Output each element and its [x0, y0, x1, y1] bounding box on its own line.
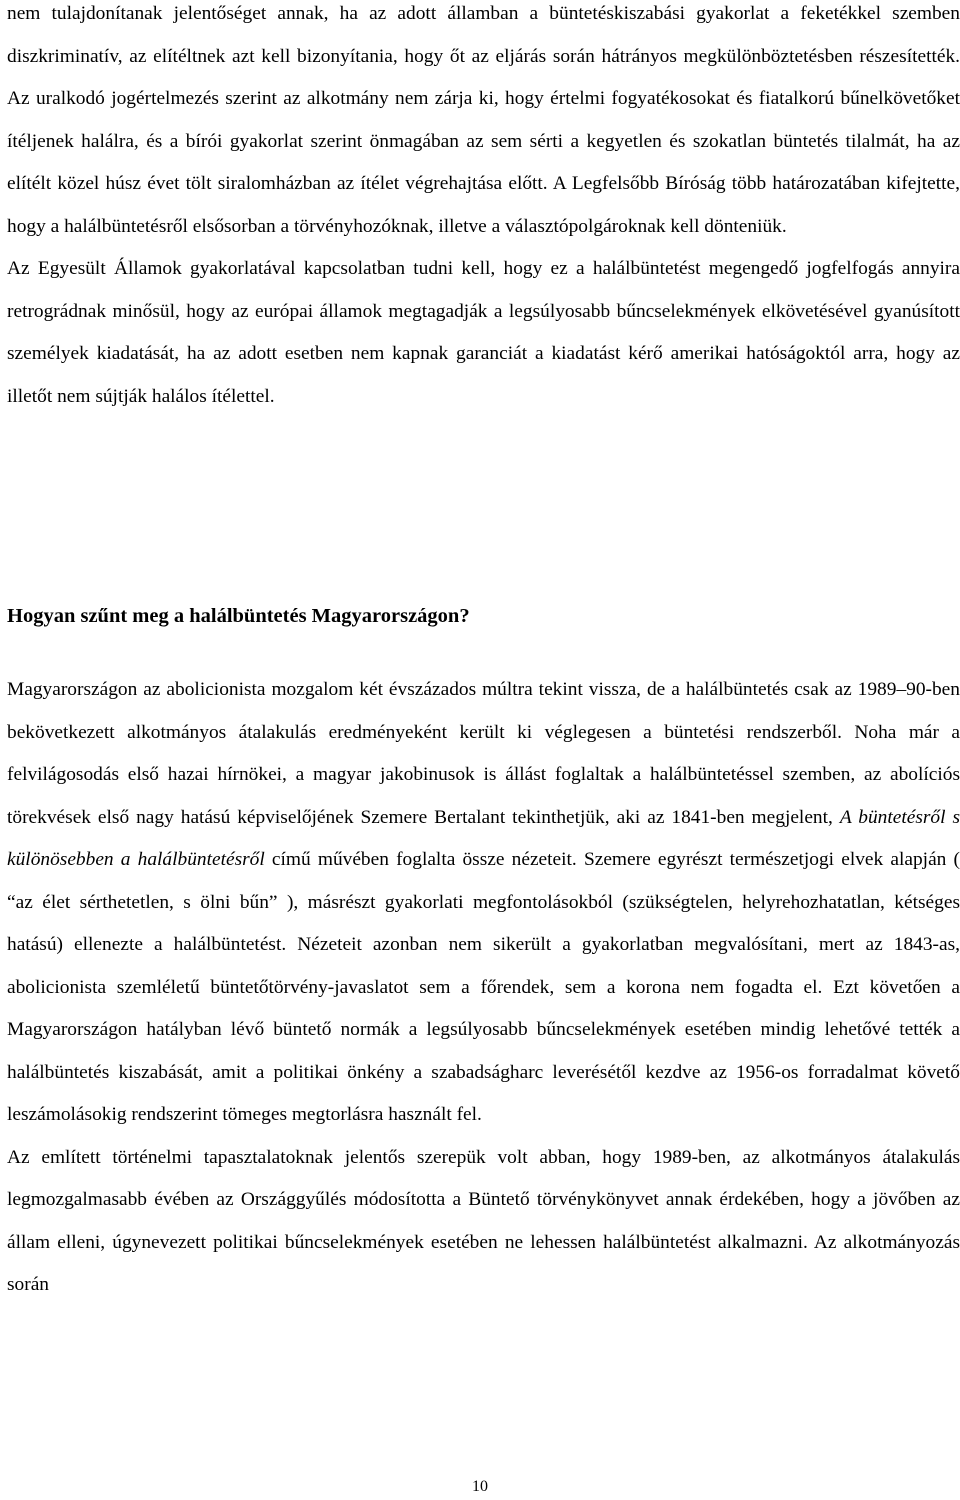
- paragraph: Az említett történelmi tapasztalatoknak jelentős szerepük volt abban, hogy 1989-ben, az alkotmányos átalakulás legmozgalmasabb évében az Országgyűlés módosította a Büntető törvénykönyvet annak érdekében, hogy a jövőben az állam elleni, úgynevezett politikai bűncselekmények esetében ne lehessen halálbüntetést alkalmazni. Az alkotmányozás során: [7, 1146, 960, 1295]
- section-body: [7, 669, 960, 1307]
- paragraph: Az Egyesült Államok gyakorlatával kapcsolatban tudni kell, hogy ez a halálbüntetést megengedő jogfelfogás annyira retrográdnak minősül, hogy az európai államok megtagadják a legsúlyosabb bűncselekmények elkövetésével gyanúsított személyek kiadatását, ha az adott esetben nem kapnak garanciát a kiadatást kérő amerikai hatóságoktól arra, hogy az illetőt nem sújtják halálos ítélettel.: [7, 258, 960, 407]
- book-title: A büntetésről s különösebben a halálbüntetésről: [7, 806, 960, 870]
- paragraph-text: című művében foglalta össze nézeteit. Szemere egyrészt természetjogi elvek alapján ( “az élet sérthetetlen, s ölni bűn” ), másrészt gyakorlati megfontolásokból (szükségtelen, helyrehozhatatlan, kétséges hatású) ellenezte a halálbüntetést. Nézeteit azonban nem sikerült a gyakorlatban megvalósítani, mert az 1843-as, abolicionista szemléletű büntetőtörvény-javaslatot sem a főrendek, sem a korona nem fogadta el. Ezt követően a Magyarországon hatályban lévő büntető normák a legsúlyosabb bűncselekmények esetében mindig lehetővé tették a halálbüntetés kiszabását, amit a politikai önkény a szabadságharc leverésétől kezdve az 1956-os forradalmat követő leszámolásokig rendszerint tömeges megtorlásra használt fel.: [7, 849, 960, 1125]
- page-number: 10: [472, 1478, 488, 1495]
- paragraph-text: Magyarországon az abolicionista mozgalom két évszázados múltra tekint vissza, de a halálbüntetés csak az 1989–90-ben bekövetkezett alkotmányos átalakulás eredményeként került ki véglegesen a büntetési rendszerből. Noha már a felvilágosodás első hazai hírnökei, a magyar jakobinusok is állást foglaltak a halálbüntetéssel szemben, az abolíciós törekvések első nagy hatású képviselőjének Szemere Bertalant tekinthetjük, aki az 1841-ben megjelent,: [7, 679, 960, 828]
- paragraph: nem tulajdonítanak jelentőséget annak, ha az adott államban a büntetéskiszabási gyakorlat a feketékkel szemben diszkriminatív, az elítéltnek azt kell bizonyítania, hogy őt az eljárás során hátrányos megkülönböztetésben részesítették. Az uralkodó jogértelmezés szerint az alkotmány nem zárja ki, hogy értelmi fogyatékosokat és fiatalkorú bűnelkövetőket ítéljenek halálra, és a bírói gyakorlat szerint önmagában az sem sérti a kegyetlen és szokatlan büntetés tilalmát, ha az elítélt közel húsz évet tölt siralomházban az ítélet végrehajtása előtt. A Legfelsőbb Bíróság több határozatában kifejtette, hogy a halálbüntetésről elsősorban a törvényhozóknak, illetve a választópolgároknak kell dönteniük.: [7, 3, 960, 237]
- document-page: [7, 0, 960, 1295]
- section-heading: Hogyan szűnt meg a halálbüntetés Magyarországon?: [7, 605, 470, 627]
- paragraph: [7, 669, 960, 1137]
